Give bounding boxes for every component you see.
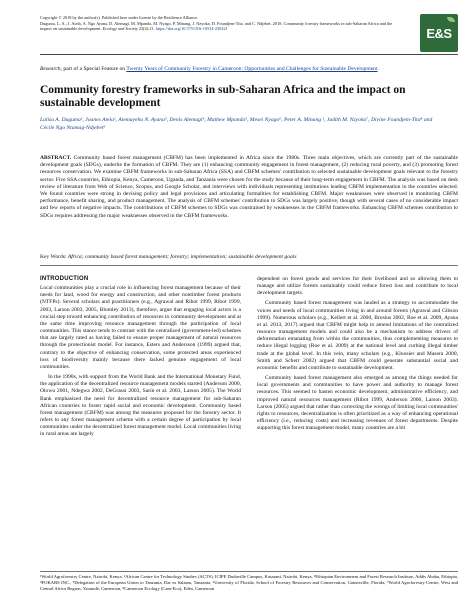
citation-text: Duguma, L. A., J. Atela, A. Ngo Ayana, D. Alemagi, M. Mpanda, M. Nyago, P. Minang, J. Nzyoka, D. Foundjem-Tita, and C. Ndjebet. 2018. Community forestry frameworks in sub-Saharan Africa and the impact on sustainable development. — [40, 20, 393, 32]
journal-name: Ecology and Society — [102, 26, 138, 32]
logo-text: E&S — [426, 25, 452, 41]
header-divider — [40, 54, 458, 55]
abstract-label: ABSTRACT. — [40, 155, 72, 161]
special-feature-link[interactable]: Twenty Years of Community Forestry in Cameroon: Opportunities and Challenges for Sustainable Development — [126, 66, 378, 72]
copyright-line: Copyright © 2018 by the author(s). Published here under license by the Resilience Alliance. — [40, 15, 199, 20]
journal-logo[interactable] — [420, 14, 458, 52]
keywords — [40, 254, 458, 261]
author-list[interactable]: Lalisa A. Duguma¹, Joanes Atela², Alemayehu N. Ayana³, Denis Alemagi⁴, Mathew Mpanda⁵, Mesei Nyago⁶, Peter A. Minang ¹, Judith M. Nzyoka⁷, Divine Foundjem-Tita⁸ and Cécile Ngo Ntamag-Ndjebet⁹ — [40, 117, 433, 131]
research-label: Research — [40, 66, 61, 72]
paragraph: dependent on forest goods and services for their livelihood and so allowing them to manage and utilize forests sustainably could reduce forest loss and contribute to local development targets. — [257, 276, 458, 297]
special-feature-line — [40, 66, 440, 73]
author-affiliations: ¹World Agroforestry Centre, Nairobi, Kenya, ²African Centre for Technology Studies (ACTS), ICIPE Duduville Campus, Kasarani, Nairobi, Kenya, ³Ethiopian Environment and Forest Research Institute, Addis Ababa, Ethiopia, ⁴FOKABS INC., ⁵Delegation of the European Union to Tanzania, Dar es Salaam, Tanzania, ⁶University of Florida, School of Forestry Resources and Conservation, Gainesville, Florida, ⁷World Agroforestry Centre, West and Central Africa Region, Yaoundé, Cameroon, ⁸Cameroon Ecology (Cam-Eco), Edéa, Cameroon — [40, 574, 458, 592]
body-column-left — [40, 276, 241, 441]
body-column-right — [257, 276, 458, 435]
copyright-block — [40, 15, 400, 32]
abstract-text: Community based forest management (CBFM) has been implemented in Africa since the 1980s. Three main objectives, which are currently part of the sustainable development goals (SDGs), underlie the formation of CBFM. They are (1) enhancing community engagement in forest management, (2) reducing rural poverty, and (3) promoting forest resources conservation. We examine CBFM frameworks in sub-Saharan Africa (SSA) and CBFM schemes' contribution to selected sustainable development goals relevant to the forestry sector. Five SSA countries, Ethiopia, Kenya, Cameroon, Uganda, and Tanzania were chosen for the study because of their long-term engagement in CBFM. The analysis was based on desk review of literature from Web of Science, Scopus, and Google Scholar, and interviews with individuals representing institutions leading CBFM implementation in the countries selected. We found countries were strong in devising policy and legal provisions and articulating formalities for establishing CBFM. Major weaknesses were observed in monitoring CBFM performance, benefit sharing, and product management. The analysis of CBFM schemes' contribution to SDGs was largely positive, though with several cases of no considerable impact and few reports of negative impacts. The contributions of CBFM schemes to SDGs was constrained by weaknesses in the CBFM frameworks. Enhancing CBFM schemes contribution to SDGs requires addressing the major weaknesses observed in the CBFM frameworks. — [40, 155, 458, 219]
abstract — [40, 155, 458, 220]
paragraph: Community based forest management also emerged as among the things needed for local governments and communities to have power and authority to manage forest resources. This seemed to hasten economic development, administrative efficiency, and improved natural resources management (Ribot 1999, Anderson 2000, Larson 2003). Larson (2005) argued that rather than correcting the wrongs of limiting local communities' rights to resources, decentralization is often prioritized as a way of enhancing operational efficiency (i.e., reducing costs) and increasing revenues of forest departments. Despite supporting this forest management model, many countries are a bit — [257, 375, 458, 432]
citation-line — [40, 21, 400, 32]
footnote-divider — [40, 571, 458, 572]
paragraph: Community based forest management was lauded as a strategy to accommodate the voices and needs of local communities living in and around forests (Agrawal and Gibson 1999). Numerous scholars (e.g., Kellert et al. 2000, Brosius 2002, Roe et al. 2009, Ayana et al. 2013, 2017) argued that CBFM might help to amend limitations of the centralized resource management models and could also be a mechanism to address drivers of deforestation emanating from within the communities, thus complementing measures to reduce illegal logging (Roe et al. 2009) at the national level and curbing illegal timber trade at the global level. In this vein, many scholars (e.g., Kloosier and Masera 2000, Smith and Scherr 2002) argued that CBFM could generate substantial social and economic benefits and contribute to sustainable development. — [257, 300, 458, 371]
volume: 23(4):21. — [138, 26, 155, 32]
paragraph: In the 1990s, with support from the World Bank and the International Monetary Fund, the application of the decentralized resource management models started (Anderson 2000, Olowu 2001, Ndegwa 2002, DeGrassi 2003, Sarin et al. 2003, Larson 2005). The World Bank emphasized the need for decentralized resource management for sub-Saharan African countries to foster rapid social and economic development. Community based forest management (CBFM) was among the measures proposed for the forestry sector. It refers to any forest management scheme with a certain degree of participation by local communities under the decentralized forest management model. Local communities living in rural areas are largely — [40, 374, 241, 438]
leaf-icon — [447, 17, 455, 22]
keywords-label: Key Words: — [40, 254, 67, 260]
paragraph: Local communities play a crucial role in influencing forest management because of their needs for land, wood for energy and construction, and other nontimber forest products (NTFPs). Several scholars and practitioners (e.g., Agrawal and Ribot 1999, Ribot 1999, 2003, Larson 2003, 2005, Blomley 2013), therefore, argue that engaging local actors is a crucial step toward enhancing contribution of resources to community development and at the same time improving resource management through the participation of local communities. This stance tends to contrast with the centralized (government-led) schemes that are largely rated as having failed to ensure proper management of natural resources through the protectionist model. For instance, Esters and Andersson (1999) argued that, contrary to the objective of enhancing conservation, some protected areas experienced loss of biodiversity mainly because there lacked genuine engagement of local communities. — [40, 285, 241, 370]
keywords-text: Africa; community based forest management; forestry; implementation; sustainable development goals — [67, 254, 297, 260]
doi-link[interactable]: https://doi.org/10.5751/ES-10514-230421 — [155, 26, 228, 32]
section-divider — [40, 265, 458, 266]
introduction-heading: INTRODUCTION — [40, 276, 89, 282]
article-title: Community forestry frameworks in sub-Saharan Africa and the impact on sustainable development — [40, 84, 406, 109]
research-mid: , part of a Special Feature on — [60, 66, 126, 72]
